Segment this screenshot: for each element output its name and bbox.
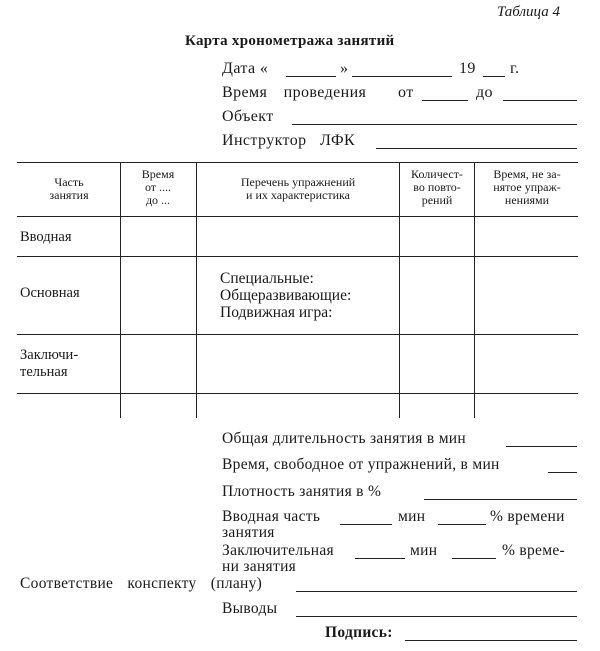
final-tail-label: ни занятия bbox=[222, 558, 297, 575]
row-label-main: Основная bbox=[20, 285, 80, 301]
intro-pct-field[interactable] bbox=[438, 524, 486, 525]
signature-label: Подпись: bbox=[325, 624, 393, 641]
conclusions-label: Выводы bbox=[222, 600, 278, 617]
date-year-field[interactable] bbox=[483, 76, 505, 77]
date-day-field[interactable] bbox=[286, 76, 336, 77]
time-to-field[interactable] bbox=[503, 100, 577, 101]
free-time-field[interactable] bbox=[548, 472, 577, 473]
total-duration-label: Общая длительность занятия в мин bbox=[222, 430, 466, 447]
free-time-label: Время, свободное от упражнений, в мин bbox=[222, 456, 500, 473]
final-part-label: Заключительная bbox=[222, 542, 334, 559]
final-min-label: мин bbox=[410, 542, 438, 559]
main-exercise-list: Специальные: Общеразвивающие: Подвижная игра: bbox=[220, 270, 352, 321]
instructor-field[interactable] bbox=[376, 148, 577, 149]
time-from-label: от bbox=[398, 84, 414, 101]
correspondence-field[interactable] bbox=[296, 591, 577, 592]
time-label: Время проведения bbox=[222, 84, 367, 101]
object-label: Объект bbox=[222, 108, 274, 125]
time-to-label: до bbox=[476, 84, 493, 101]
header-exercises: Перечень упражнений и их характеристика bbox=[240, 175, 356, 202]
row-label-intro: Вводная bbox=[20, 229, 72, 245]
intro-pct-label: % времени bbox=[490, 508, 565, 525]
object-field[interactable] bbox=[292, 124, 577, 125]
header-part: Часть занятия bbox=[49, 175, 89, 202]
intro-min-label: мин bbox=[398, 508, 426, 525]
intro-min-field[interactable] bbox=[340, 524, 392, 525]
time-from-field[interactable] bbox=[422, 100, 468, 101]
density-field[interactable] bbox=[424, 499, 577, 500]
correspondence-label: Соответствие конспекту (плану) bbox=[20, 575, 263, 592]
final-pct-field[interactable] bbox=[452, 558, 496, 559]
header-free-time: Время, не за- нятое упраж- нениями bbox=[493, 167, 561, 207]
year-prefix: 19 bbox=[459, 60, 476, 77]
conclusions-field[interactable] bbox=[296, 616, 577, 617]
table-number-label: Таблица 4 bbox=[497, 4, 560, 20]
date-quote-close: » bbox=[340, 60, 349, 77]
row-label-final: Заключи- тельная bbox=[20, 347, 79, 380]
signature-field[interactable] bbox=[405, 640, 577, 641]
header-time: Время от .... до ... bbox=[141, 167, 175, 207]
intro-tail-label: занятия bbox=[222, 524, 275, 541]
intro-part-label: Вводная часть bbox=[222, 508, 321, 525]
date-label: Дата « bbox=[222, 60, 269, 77]
density-label: Плотность занятия в % bbox=[222, 483, 382, 500]
instructor-label: Инструктор ЛФК bbox=[222, 132, 356, 149]
final-min-field[interactable] bbox=[355, 558, 405, 559]
total-duration-field[interactable] bbox=[506, 446, 577, 447]
final-pct-label: % време- bbox=[502, 542, 565, 559]
year-suffix: г. bbox=[510, 60, 520, 77]
form-title: Карта хронометража занятий bbox=[185, 33, 395, 49]
header-repeats: Количест- во повто- рений bbox=[411, 167, 463, 207]
date-month-field[interactable] bbox=[352, 76, 452, 77]
